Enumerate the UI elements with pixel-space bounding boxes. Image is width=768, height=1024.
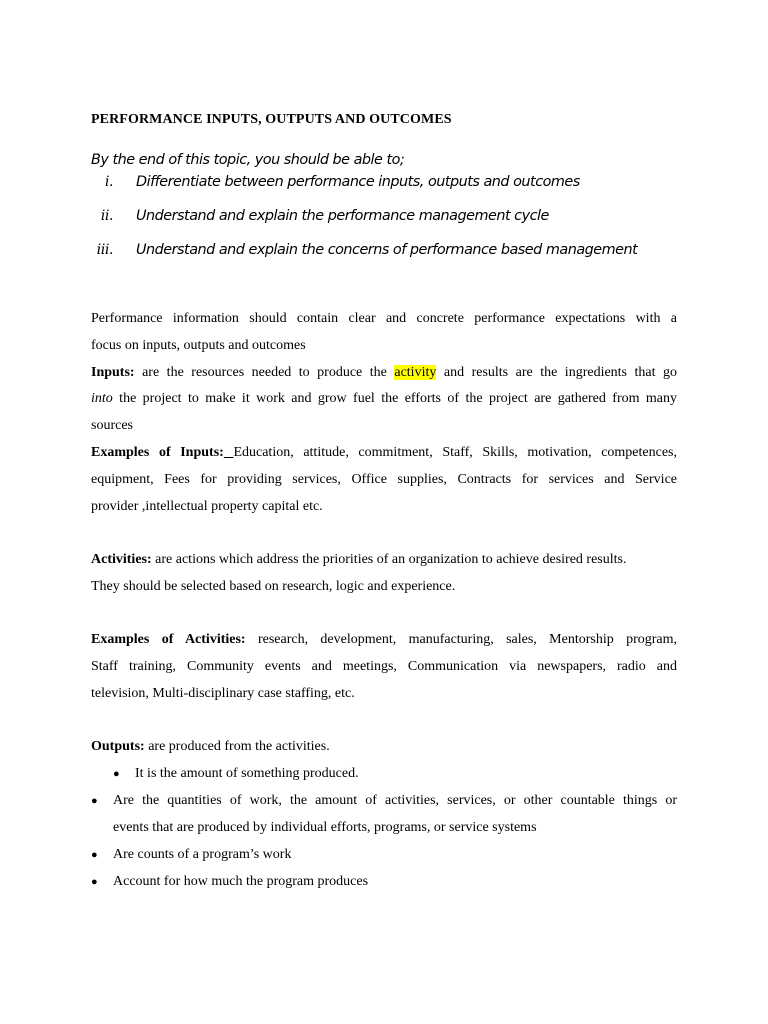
bullet-text: Are counts of a program’s work bbox=[113, 847, 292, 862]
activity-examples-text: research, development, manufacturing, sales, Mentorship program, bbox=[245, 632, 677, 647]
activity-examples-line: Staff training, Community events and meetings, Communication via newspapers, radio and bbox=[91, 658, 677, 674]
bullet-text-line: Are the quantities of work, the amount of activities, services, or other countable things or bbox=[113, 793, 677, 808]
objective-number: ii. bbox=[100, 208, 113, 224]
bullet-icon: ● bbox=[91, 876, 98, 888]
inputs-definition-line bbox=[91, 386, 677, 413]
inputs-label: Inputs: bbox=[91, 364, 135, 380]
bullet-icon: ● bbox=[91, 849, 98, 861]
inputs-definition-line bbox=[91, 360, 677, 387]
body-block-outputs bbox=[91, 734, 677, 761]
outputs-definition-line bbox=[91, 734, 677, 761]
highlighted-word: activity bbox=[394, 364, 437, 380]
objective-text: Differentiate between performance inputs, outputs and outcomes bbox=[136, 174, 580, 190]
activity-examples-line bbox=[91, 627, 677, 654]
body-block-activities bbox=[91, 547, 677, 601]
objectives-intro: By the end of this topic, you should be able to; bbox=[91, 152, 405, 168]
intro-paragraph-line: Performance information should contain clear and concrete performance expectations with a bbox=[91, 311, 677, 326]
input-examples-underscore bbox=[224, 445, 234, 460]
outputs-label: Outputs: bbox=[91, 739, 145, 754]
activities-definition-line: They should be selected based on research, logic and experience. bbox=[91, 578, 456, 594]
input-examples-line: provider ,intellectual property capital etc. bbox=[91, 498, 323, 514]
inputs-text: are the resources needed to produce the bbox=[134, 364, 395, 380]
activity-examples-line: television, Multi-disciplinary case staffing, etc. bbox=[91, 685, 355, 701]
input-examples-line bbox=[91, 440, 677, 467]
body-block-inputs bbox=[91, 306, 677, 520]
input-examples-label: Examples of Inputs: bbox=[91, 444, 224, 460]
bullet-icon: ● bbox=[91, 795, 98, 807]
objective-number: i. bbox=[104, 174, 113, 190]
bullet-text-line: events that are produced by individual efforts, programs, or service systems bbox=[113, 819, 537, 835]
page-title: PERFORMANCE INPUTS, OUTPUTS AND OUTCOMES bbox=[91, 112, 452, 127]
activities-label: Activities: bbox=[91, 552, 152, 567]
objective-text: Understand and explain the concerns of performance based management bbox=[136, 242, 638, 258]
activity-examples-label: Examples of Activities: bbox=[91, 632, 246, 647]
bullet-icon: ● bbox=[113, 768, 120, 780]
input-examples-text: Education, attitude, commitment, Staff, Skills, motivation, competences, bbox=[233, 444, 677, 460]
input-examples-line: equipment, Fees for providing services, Office supplies, Contracts for services and Service bbox=[91, 471, 677, 487]
activities-text: are actions which address the priorities of an organization to achieve desired results. bbox=[151, 552, 627, 567]
objective-number: iii. bbox=[96, 242, 113, 258]
inputs-text: and results are the ingredients that go bbox=[436, 364, 677, 380]
bullet-text: It is the amount of something produced. bbox=[135, 766, 359, 781]
inputs-text: the project to make it work and grow fuel the efforts of the project are gathered from many bbox=[112, 391, 677, 407]
activities-definition-line bbox=[91, 547, 677, 574]
objective-text: Understand and explain the performance management cycle bbox=[136, 208, 549, 224]
inputs-italic-word: into bbox=[91, 391, 113, 407]
body-block-activity-examples bbox=[91, 627, 677, 707]
outputs-text: are produced from the activities. bbox=[144, 739, 330, 754]
bullet-text bbox=[113, 788, 677, 842]
bullet-text: Account for how much the program produces bbox=[113, 874, 369, 889]
intro-paragraph-line: focus on inputs, outputs and outcomes bbox=[91, 337, 306, 353]
inputs-definition-line: sources bbox=[91, 418, 133, 434]
outputs-bullet bbox=[91, 788, 677, 842]
